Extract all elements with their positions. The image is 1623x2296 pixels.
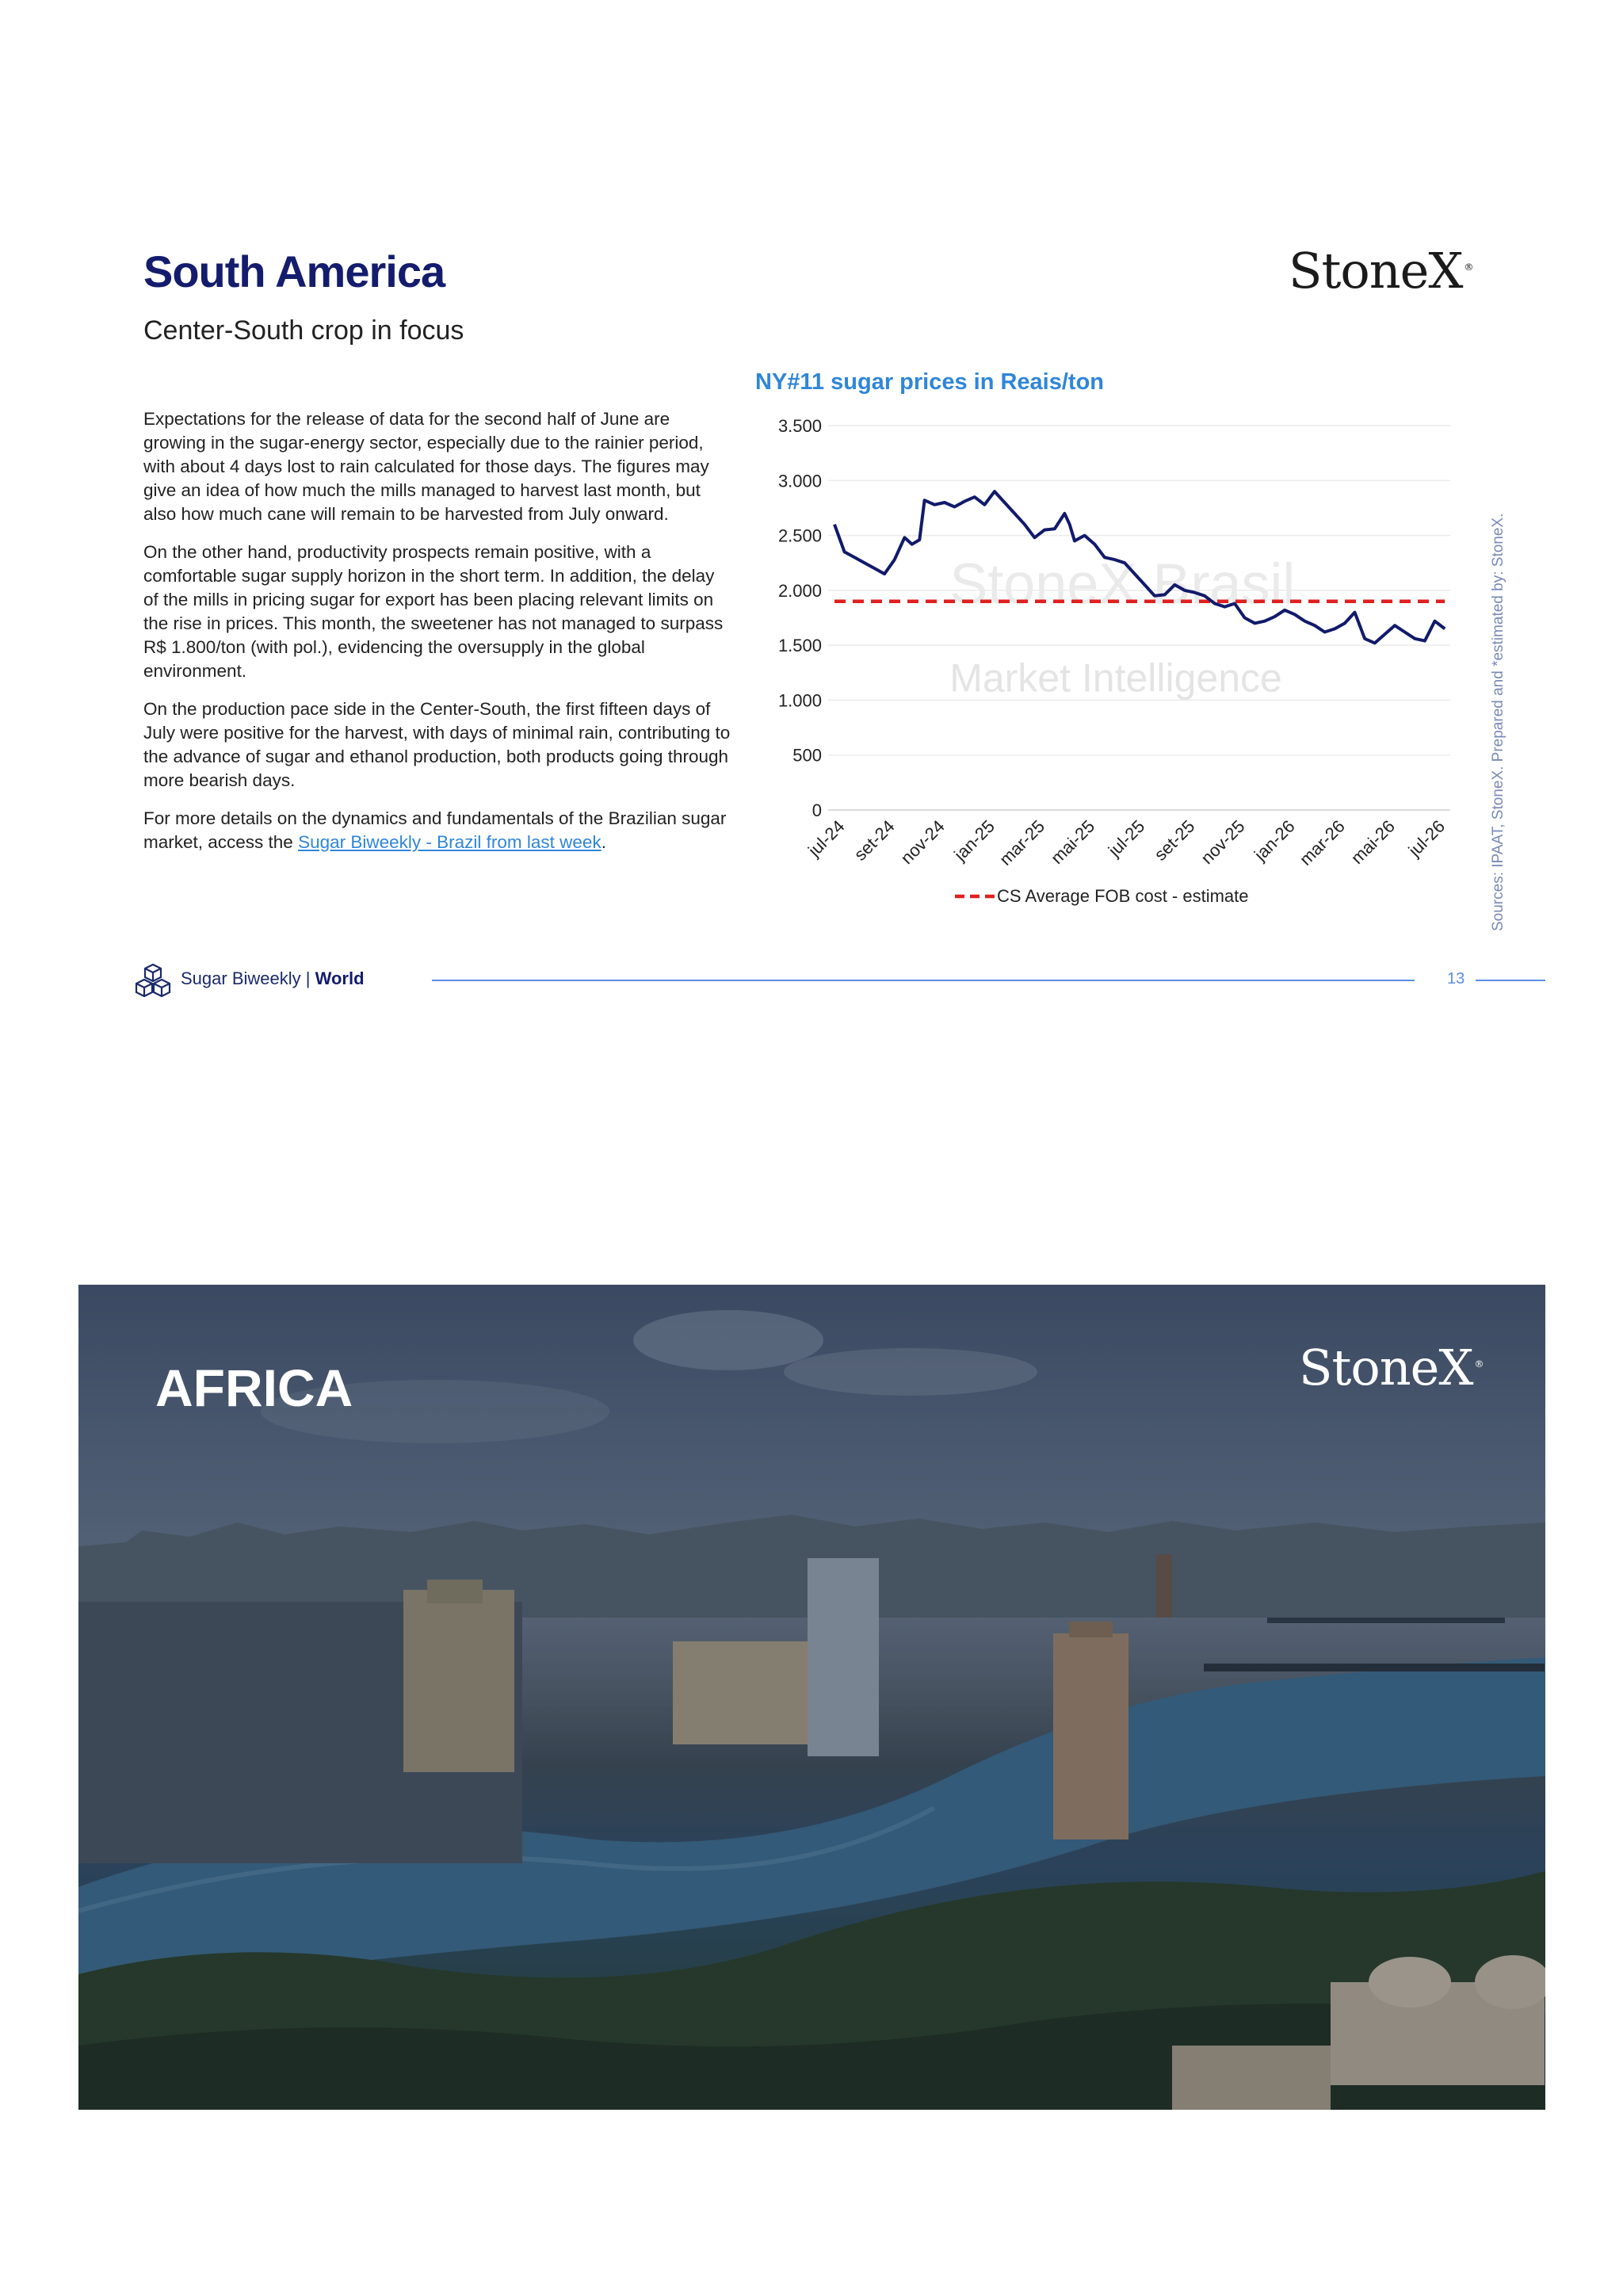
y-tick-label: 1.000 (777, 690, 822, 711)
paragraph-2: On the other hand, productivity prospects remain positive, with a comfortable sugar supply horizon in the short term. In addition, the delay of the mills in pricing sugar for export has been placing relevant limits on the rise in prices. This month, the sweetener has not managed to surpass R$ 1.800/ton (with pol.), evidencing the oversupply in the global environment. (143, 542, 724, 681)
y-tick-label: 2.500 (777, 525, 822, 546)
legend-label: CS Average FOB cost - estimate (997, 886, 1249, 906)
body-text (143, 407, 734, 869)
page-subtitle: Center-South crop in focus (143, 315, 464, 346)
x-tick-label: mai-25 (1046, 816, 1099, 869)
paragraph-3: On the production pace side in the Center-South, the first fifteen days of July were positive for the harvest, with days of minimal rain, contributing to the advance of sugar and ethanol production, both products going through more bearish days. (143, 699, 731, 790)
y-tick-label: 3.000 (777, 471, 822, 491)
footer-divider-right (1476, 980, 1545, 981)
paragraph-1: Expectations for the release of data for the second half of June are growing in the sugar-energy sector, especially due to the rainier period, with about 4 days lost to rain calculated for those days. The figures may give an idea of how much the mills managed to harvest last month, but also how much cane will remain to be harvested from July onward. (143, 409, 709, 524)
x-tick-label: jul-24 (804, 816, 849, 861)
y-tick-label: 500 (792, 745, 822, 766)
y-tick-label: 0 (812, 800, 822, 820)
watermark-title: StoneX Brasil (949, 552, 1296, 617)
watermark-subtitle: Market Intelligence (949, 655, 1282, 701)
x-tick-label: mar-26 (1295, 816, 1349, 869)
x-tick-label: mai-26 (1346, 816, 1399, 869)
footer-divider-left (432, 980, 1415, 981)
source-note: Sources: IPAAT, StoneX. Prepared and *estimated by: StoneX. (1490, 513, 1507, 931)
cubes-icon (135, 962, 171, 999)
hero-title: AFRICA (155, 1358, 353, 1417)
x-tick-label: jan-26 (1250, 816, 1299, 865)
x-tick-label: nov-24 (896, 816, 949, 869)
page-number: 13 (1447, 970, 1465, 988)
brazil-report-link[interactable]: Sugar Biweekly - Brazil from last week (298, 832, 601, 852)
x-tick-label: set-24 (850, 816, 899, 865)
stonex-logo: StoneX ® (1289, 242, 1473, 300)
africa-hero-image (78, 1285, 1545, 2110)
footer-publication: Sugar Biweekly | World (181, 968, 365, 988)
y-tick-label: 2.000 (777, 580, 822, 601)
paragraph-4: For more details on the dynamics and fundamentals of the Brazilian sugar market, access the Sugar Biweekly - Brazil from last week. (143, 808, 727, 852)
sugar-price-chart (745, 404, 1458, 927)
x-tick-label: mar-25 (995, 816, 1049, 869)
x-tick-label: jul-25 (1104, 816, 1149, 861)
chart-title: NY#11 sugar prices in Reais/ton (755, 369, 1105, 395)
y-tick-label: 3.500 (777, 416, 822, 436)
x-tick-label: set-25 (1150, 816, 1199, 865)
stonex-logo-hero: StoneX ® (1299, 1339, 1484, 1396)
x-tick-label: jul-26 (1404, 816, 1449, 861)
page-title: South America (143, 246, 445, 296)
registered-mark-hero: ® (1474, 1358, 1484, 1370)
y-tick-label: 1.500 (777, 636, 822, 656)
x-tick-label: jan-25 (949, 816, 999, 865)
x-tick-label: nov-25 (1197, 816, 1249, 869)
registered-mark: ® (1464, 262, 1473, 273)
